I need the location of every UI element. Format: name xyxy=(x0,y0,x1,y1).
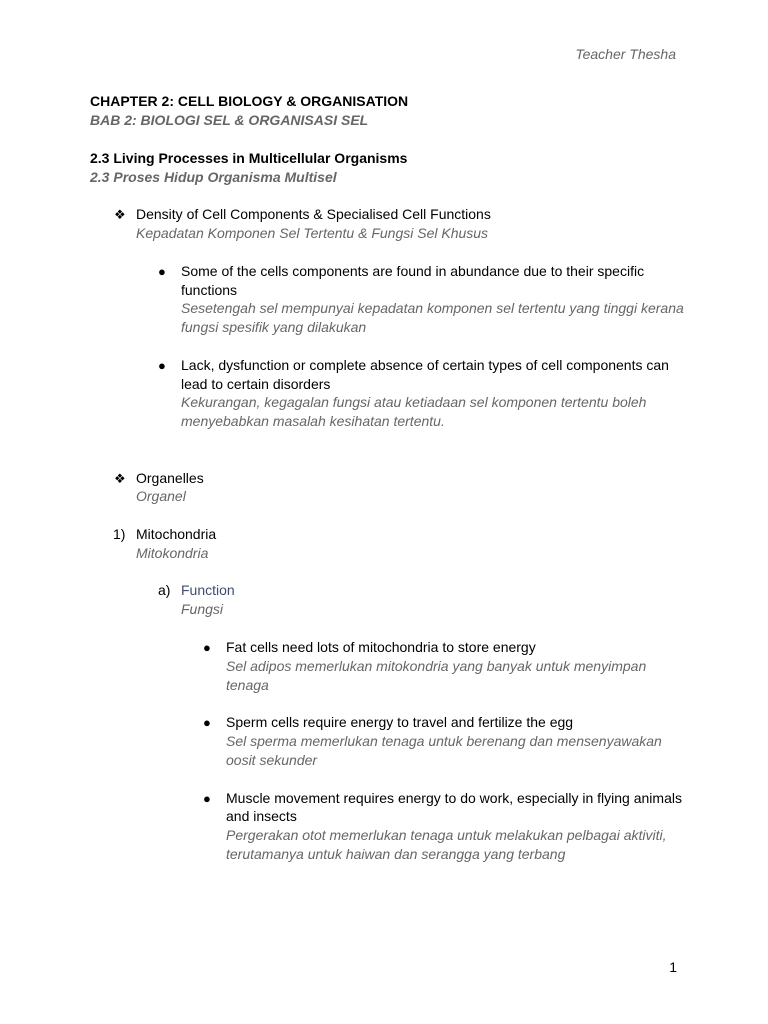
bullet-dot-icon: ● xyxy=(203,640,211,655)
density-heading-malay: Kepadatan Komponen Sel Tertentu & Fungsi Sel Khusus xyxy=(136,225,489,241)
organelles-heading-malay: Organel xyxy=(136,488,186,504)
bullet-dot-icon: ● xyxy=(203,791,211,806)
list-item-malay: Sel adipos memerlukan mitokondria yang banyak untuk menyimpan xyxy=(226,658,647,674)
list-item-malay-continued: menyebabkan masalah kesihatan tertentu. xyxy=(181,413,445,429)
organelles-heading: Organelles xyxy=(136,470,204,486)
bullet-dot-icon: ● xyxy=(158,264,166,279)
list-number: 1) xyxy=(113,526,126,542)
list-item-continued: functions xyxy=(181,282,238,298)
mitochondria-heading-malay: Mitokondria xyxy=(136,545,209,561)
list-letter: a) xyxy=(158,582,171,598)
list-item: Some of the cells components are found in abundance due to their specific xyxy=(181,263,645,279)
page-number: 1 xyxy=(669,959,677,975)
list-item-continued: lead to certain disorders xyxy=(181,376,331,392)
list-item-malay-continued: terutamanya untuk haiwan dan serangga yang terbang xyxy=(226,846,566,862)
list-item: Sperm cells require energy to travel and fertilize the egg xyxy=(226,714,574,730)
bullet-dot-icon: ● xyxy=(158,358,166,373)
list-item-malay: Sesetengah sel mempunyai kepadatan komponen sel tertentu yang tinggi kerana xyxy=(181,300,684,316)
density-heading: Density of Cell Components & Specialised Cell Functions xyxy=(136,206,491,222)
chapter-title-malay: BAB 2: BIOLOGI SEL & ORGANISASI SEL xyxy=(90,112,369,128)
list-item-malay-continued: oosit sekunder xyxy=(226,752,318,768)
section-title-malay: 2.3 Proses Hidup Organisma Multisel xyxy=(90,169,337,185)
list-item: Muscle movement requires energy to do work, especially in flying animals xyxy=(226,790,682,806)
section-title: 2.3 Living Processes in Multicellular Organisms xyxy=(90,150,408,166)
list-item-malay: Sel sperma memerlukan tenaga untuk berenang dan mensenyawakan xyxy=(226,733,662,749)
page-header-author: Teacher Thesha xyxy=(575,46,676,62)
chapter-title: CHAPTER 2: CELL BIOLOGY & ORGANISATION xyxy=(90,93,409,109)
list-item: Lack, dysfunction or complete absence of certain types of cell components can xyxy=(181,357,669,373)
list-item-malay: Kekurangan, kegagalan fungsi atau ketiadaan sel komponen tertentu boleh xyxy=(181,394,647,410)
mitochondria-heading: Mitochondria xyxy=(136,526,217,542)
list-item-malay-continued: fungsi spesifik yang dilakukan xyxy=(181,319,367,335)
list-item: Fat cells need lots of mitochondria to store energy xyxy=(226,639,536,655)
diamond-bullet-icon: ❖ xyxy=(114,471,126,486)
diamond-bullet-icon: ❖ xyxy=(114,207,126,222)
bullet-dot-icon: ● xyxy=(203,715,211,730)
list-item-continued: and insects xyxy=(226,808,297,824)
list-item-malay-continued: tenaga xyxy=(226,677,269,693)
function-heading: Function xyxy=(181,582,235,598)
function-heading-malay: Fungsi xyxy=(181,601,224,617)
list-item-malay: Pergerakan otot memerlukan tenaga untuk melakukan pelbagai aktiviti, xyxy=(226,827,667,843)
